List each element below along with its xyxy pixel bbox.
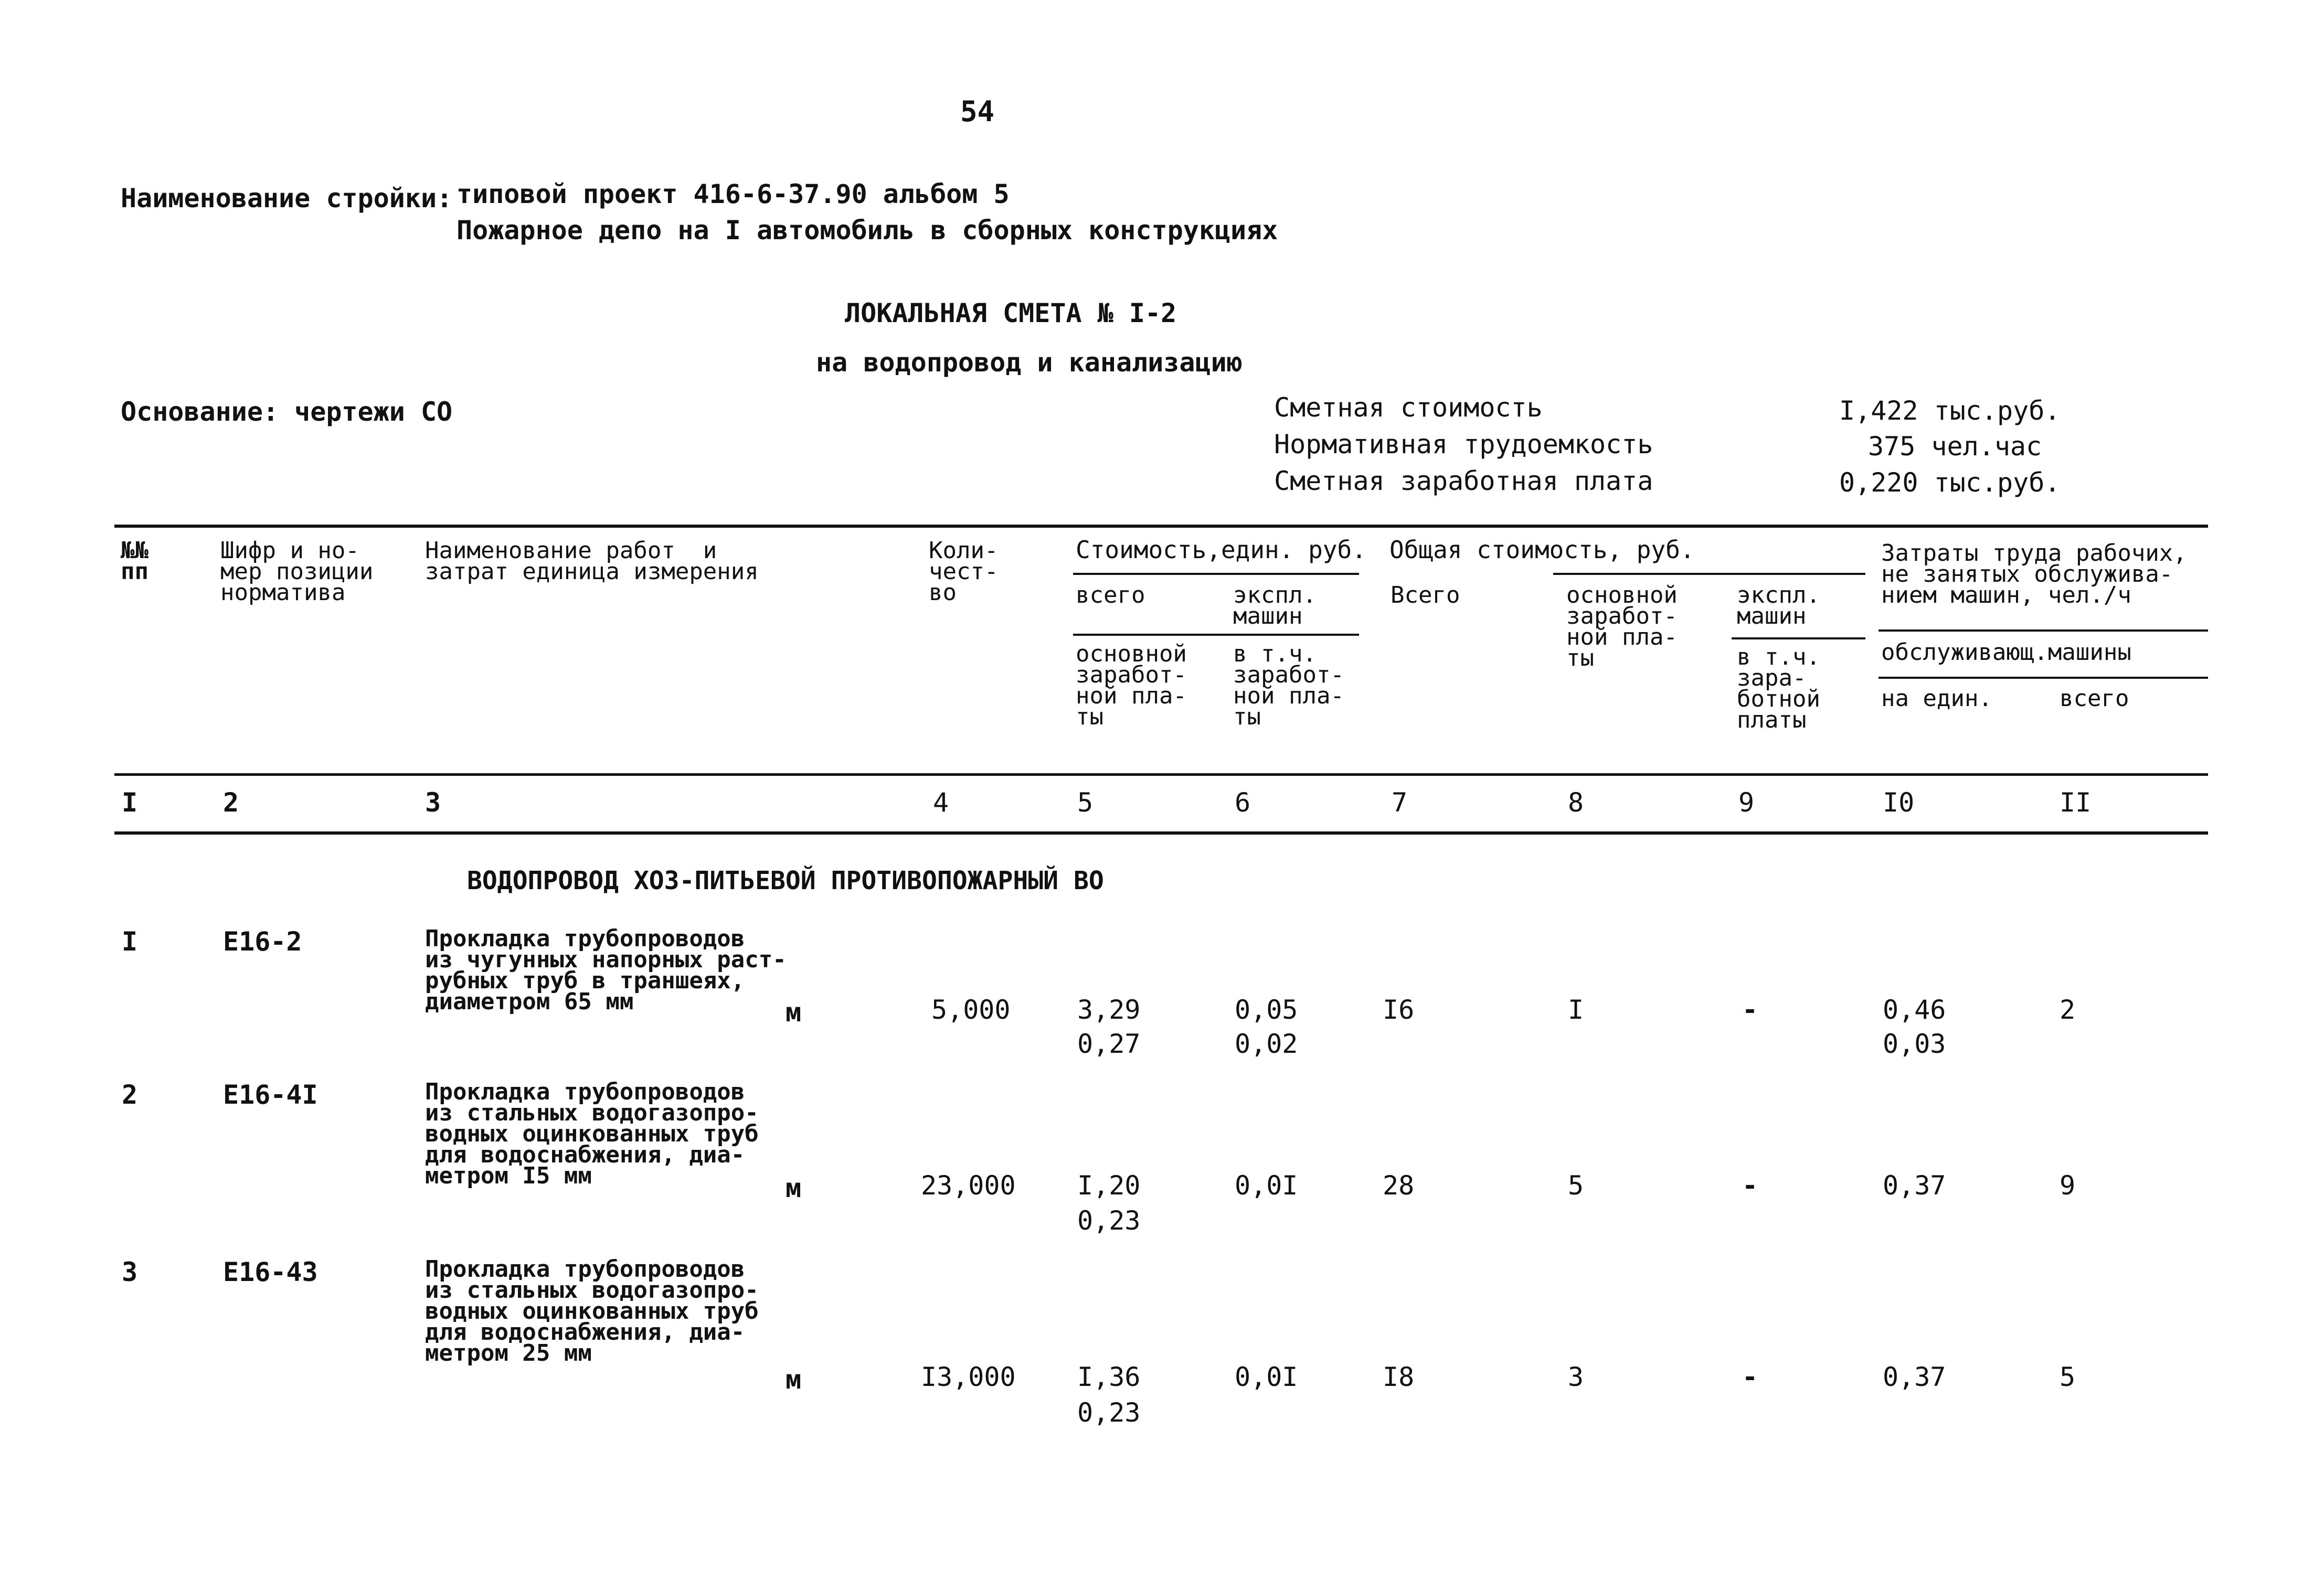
colnum-6: 6 <box>1235 787 1251 818</box>
header-expl-mash-total: экспл. машин <box>1737 582 1820 629</box>
header-osn-zarab: основной заработ- ной пла- ты <box>1076 640 1187 730</box>
header-total: всего <box>2060 685 2129 712</box>
row-3-cost-wage: 0,23 <box>1077 1397 1141 1428</box>
row-3-labor-total: 5 <box>2060 1362 2076 1392</box>
header-bottom-rule <box>114 773 2208 776</box>
row-3-total-mach: - <box>1742 1362 1758 1392</box>
row-3-cost-total: I,36 <box>1077 1362 1141 1392</box>
header-name: Наименование работ и затрат единица измерения <box>425 537 759 585</box>
summary-cost-value: I,422 тыс.руб. <box>1839 396 2061 426</box>
header-per-unit: на един. <box>1881 685 1992 712</box>
row-1-code: Е16-2 <box>223 926 302 957</box>
summary-wage-value: 0,220 тыс.руб. <box>1839 467 2061 498</box>
row-1-cost-wage: 0,27 <box>1077 1029 1141 1059</box>
header-code: Шифр и но- мер позиции норматива <box>220 537 374 606</box>
colnum-10: I0 <box>1883 787 1915 818</box>
unit-cost-rule <box>1073 573 1359 575</box>
construction-line-2: Пожарное депо на I автомобиль в сборных конструкциях <box>457 215 1278 245</box>
row-3-code: Е16-43 <box>223 1257 318 1287</box>
row-2-total-mach: - <box>1742 1170 1758 1201</box>
row-2-cost-total: I,20 <box>1077 1170 1141 1201</box>
summary-cost-label: Сметная стоимость <box>1274 392 1543 423</box>
row-1-mach-wage: 0,02 <box>1235 1029 1298 1059</box>
colnum-11: II <box>2060 787 2092 818</box>
estimate-title: ЛОКАЛЬНАЯ СМЕТА № I-2 <box>845 298 1177 328</box>
colnum-7: 7 <box>1392 787 1408 818</box>
row-3-total: I8 <box>1383 1362 1415 1392</box>
row-3-unit: м <box>786 1364 802 1395</box>
header-service: обслуживающ.машины <box>1881 639 2131 666</box>
row-1-total-wage: I <box>1568 995 1584 1025</box>
row-2-name: Прокладка трубопроводов из стальных водогазопро- водных оцинкованных труб для водоснабжения, диа- метром I5 мм <box>425 1079 759 1189</box>
colnum-9: 9 <box>1738 787 1755 818</box>
row-1-total: I6 <box>1383 995 1415 1025</box>
estimate-subtitle: на водопровод и канализацию <box>816 347 1243 378</box>
total-cost-rule <box>1553 573 1865 575</box>
header-vsego-total: Всего <box>1391 582 1460 608</box>
row-3-labor-unit: 0,37 <box>1883 1362 1946 1392</box>
labor-rule-2 <box>1879 677 2208 679</box>
unit-cost-sub-rule <box>1073 634 1359 636</box>
section-title: ВОДОПРОВОД ХОЗ-ПИТЬЕВОЙ ПРОТИВОПОЖАРНЫЙ ВО <box>467 866 1104 895</box>
row-3-total-wage: 3 <box>1568 1362 1584 1392</box>
header-total-cost: Общая стоимость, руб. <box>1389 536 1695 564</box>
summary-labor-value: 375 чел.час <box>1868 431 2042 462</box>
total-mach-sub-rule <box>1732 637 1865 639</box>
row-2-code: Е16-4I <box>223 1080 318 1110</box>
header-unit-cost: Стоимость,един. руб. <box>1076 536 1366 564</box>
summary-labor-label: Нормативная трудоемкость <box>1274 429 1653 460</box>
row-1-labor-unit-2: 0,03 <box>1883 1029 1946 1059</box>
construction-line-1: типовой проект 416-6-37.90 альбом 5 <box>457 179 1010 209</box>
row-1-unit: м <box>786 997 802 1028</box>
header-vtch-zarab-total: в т.ч. зара- ботной платы <box>1737 644 1820 733</box>
header-vtch-zarab: в т.ч. заработ- ной пла- ты <box>1233 640 1344 730</box>
labor-rule-1 <box>1879 629 2208 632</box>
row-2-unit: м <box>786 1173 802 1203</box>
page-number: 54 <box>960 95 995 128</box>
row-1-name: Прокладка трубопроводов из чугунных напорных раст- рубных труб в траншеях, диаметром 65 мм <box>425 925 787 1015</box>
row-2-cost-wage: 0,23 <box>1077 1205 1141 1236</box>
row-2-total: 28 <box>1383 1170 1415 1201</box>
colnum-2: 2 <box>223 787 239 818</box>
row-3-mach: 0,0I <box>1235 1362 1298 1392</box>
header-num: №№ пп <box>121 537 148 585</box>
row-1-num: I <box>122 926 138 957</box>
header-vsego: всего <box>1076 582 1145 608</box>
colnum-1: I <box>122 787 138 818</box>
colnum-3: 3 <box>425 787 441 818</box>
row-2-mach: 0,0I <box>1235 1170 1298 1201</box>
table-top-rule <box>114 525 2208 528</box>
row-1-mach: 0,05 <box>1235 995 1298 1025</box>
header-osn-zarab-total: основной заработ- ной пла- ты <box>1566 582 1678 671</box>
row-1-labor-unit: 0,46 <box>1883 995 1946 1025</box>
colnum-5: 5 <box>1077 787 1094 818</box>
row-3-name: Прокладка трубопроводов из стальных водогазопро- водных оцинкованных труб для водоснабжения, диа- метром 25 мм <box>425 1256 759 1367</box>
colnum-8: 8 <box>1568 787 1584 818</box>
header-labor: Затраты труда рабочих, не занятых обслужива- нием машин, чел./ч <box>1881 540 2187 608</box>
basis: Основание: чертежи СО <box>121 397 453 427</box>
row-2-labor-total: 9 <box>2060 1170 2076 1201</box>
row-2-qty: 23,000 <box>921 1170 1016 1201</box>
row-3-num: 3 <box>122 1257 138 1287</box>
row-2-num: 2 <box>122 1080 138 1110</box>
row-1-labor-total: 2 <box>2060 995 2076 1025</box>
row-1-total-mach: - <box>1742 995 1758 1025</box>
row-2-total-wage: 5 <box>1568 1170 1584 1201</box>
row-1-qty: 5,000 <box>931 995 1011 1025</box>
summary-wage-label: Сметная заработная плата <box>1274 466 1653 496</box>
header-expl-mash: экспл. машин <box>1233 582 1317 629</box>
row-2-labor-unit: 0,37 <box>1883 1170 1946 1201</box>
column-numbers-rule <box>114 831 2208 835</box>
header-qty: Коли- чест- во <box>929 537 999 606</box>
colnum-4: 4 <box>933 787 949 818</box>
row-1-cost-total: 3,29 <box>1077 995 1141 1025</box>
row-3-qty: I3,000 <box>921 1362 1016 1392</box>
construction-label: Наименование стройки: <box>121 183 453 213</box>
